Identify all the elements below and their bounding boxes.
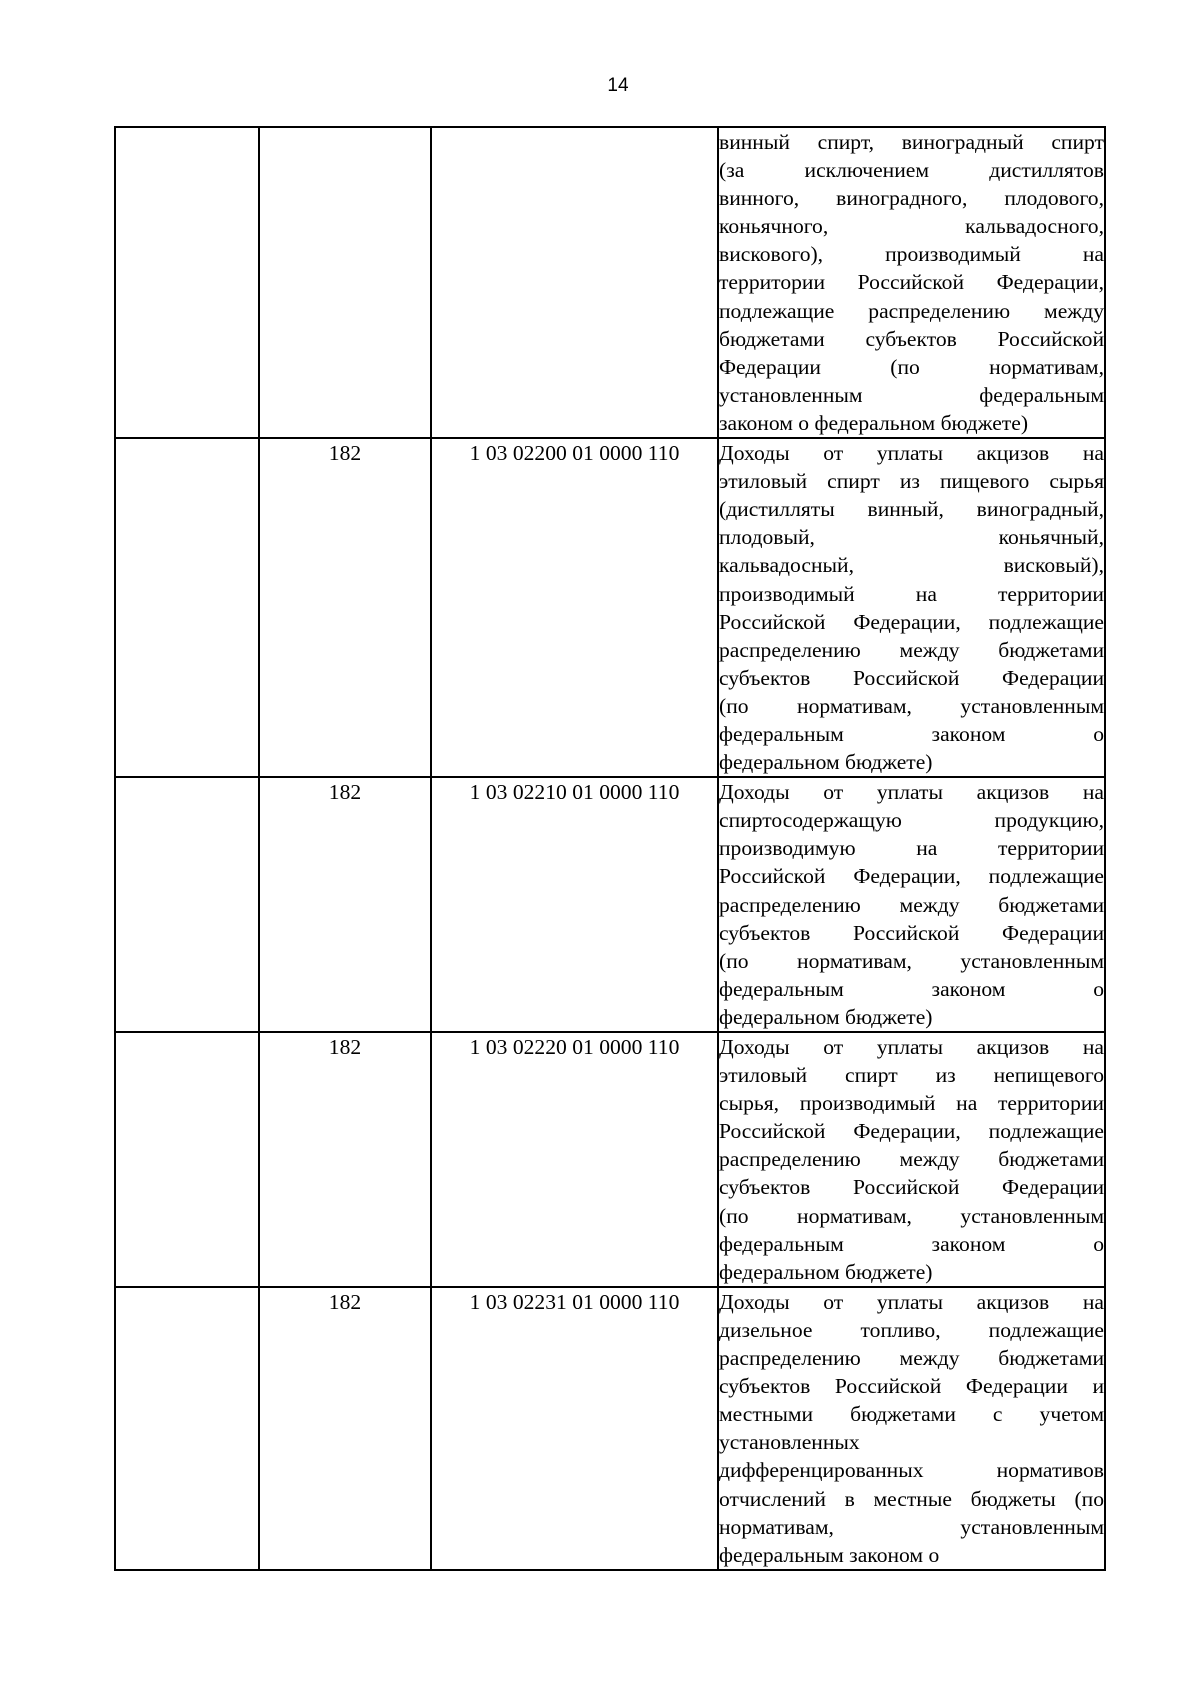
budget-classification-code-cell: 1 03 02200 01 0000 110 bbox=[431, 438, 718, 777]
description-line: субъектов Российской Федерации bbox=[719, 665, 1104, 690]
description-line: федеральном бюджете) bbox=[719, 1004, 933, 1029]
description-line: винный спирт, виноградный спирт bbox=[719, 130, 1104, 154]
table-row bbox=[115, 1287, 1105, 1570]
revenue-description-cell bbox=[718, 438, 1105, 777]
page-number: 14 bbox=[607, 75, 629, 96]
description-line: сырья, производимый на территории bbox=[719, 1091, 1104, 1116]
row-number-cell bbox=[115, 127, 259, 438]
description-line: субъектов Российской Федерации bbox=[719, 920, 1104, 945]
description-line: (по нормативам, установленным bbox=[719, 948, 1104, 973]
description-line: Доходы от уплаты акцизов на bbox=[719, 1289, 1104, 1314]
description-line: (дистилляты винный, виноградный, bbox=[719, 497, 1104, 522]
description-line: федеральном бюджете) bbox=[719, 750, 933, 775]
table-row bbox=[115, 777, 1105, 1032]
description-line: производимую на территории bbox=[719, 836, 1104, 861]
budget-classification-code-cell: 1 03 02210 01 0000 110 bbox=[431, 777, 718, 1032]
description-line: законом о федеральном бюджете) bbox=[719, 410, 1029, 435]
row-number-cell bbox=[115, 777, 259, 1032]
budget-classification-code-cell: 1 03 02220 01 0000 110 bbox=[431, 1032, 718, 1287]
description-line: субъектов Российской Федерации и bbox=[719, 1374, 1104, 1399]
description-line: Доходы от уплаты акцизов на bbox=[719, 441, 1104, 466]
description-line: установленных bbox=[719, 1430, 860, 1455]
row-number-cell bbox=[115, 1287, 259, 1570]
description-line: установленным федеральным bbox=[719, 382, 1104, 407]
table-row bbox=[115, 438, 1105, 777]
description-line: винного, виноградного, плодового, bbox=[719, 186, 1104, 211]
description-line: коньячного, кальвадосного, bbox=[719, 214, 1104, 239]
description-line: распределению между бюджетами bbox=[719, 637, 1104, 662]
description-line: отчислений в местные бюджеты (по bbox=[719, 1486, 1104, 1511]
description-line: этиловый спирт из пищевого сырья bbox=[719, 469, 1104, 494]
description-line: (за исключением дистиллятов bbox=[719, 158, 1104, 183]
description-line: бюджетами субъектов Российской bbox=[719, 326, 1104, 351]
description-line: вискового), производимый на bbox=[719, 242, 1104, 267]
row-number-cell bbox=[115, 1032, 259, 1287]
description-line: Российской Федерации, подлежащие bbox=[719, 609, 1104, 634]
description-line: субъектов Российской Федерации bbox=[719, 1175, 1104, 1200]
revenue-description-cell bbox=[718, 127, 1105, 438]
description-line: распределению между бюджетами bbox=[719, 1346, 1104, 1371]
administrator-code-cell: 182 bbox=[259, 777, 431, 1032]
description-line: Доходы от уплаты акцизов на bbox=[719, 1035, 1104, 1059]
revenue-description-cell bbox=[718, 1032, 1105, 1287]
description-line: территории Российской Федерации, bbox=[719, 270, 1104, 295]
description-line: федеральным законом о bbox=[719, 976, 1104, 1001]
description-line: дизельное топливо, подлежащие bbox=[719, 1317, 1104, 1342]
revenue-description-cell bbox=[718, 777, 1105, 1032]
budget-classification-code-cell bbox=[431, 127, 718, 438]
description-line: распределению между бюджетами bbox=[719, 892, 1104, 917]
description-line: федеральным законом о bbox=[719, 1231, 1104, 1256]
description-line: распределению между бюджетами bbox=[719, 1147, 1104, 1172]
description-line: нормативам, установленным bbox=[719, 1514, 1104, 1539]
description-line: дифференцированных нормативов bbox=[719, 1458, 1104, 1483]
description-line: (по нормативам, установленным bbox=[719, 1203, 1104, 1228]
revenue-classification-table bbox=[114, 126, 1106, 1571]
description-line: федеральным законом о bbox=[719, 721, 1104, 746]
administrator-code-cell bbox=[259, 127, 431, 438]
description-line: местными бюджетами с учетом bbox=[719, 1402, 1104, 1427]
budget-classification-code-cell: 1 03 02231 01 0000 110 bbox=[431, 1287, 718, 1570]
table-row bbox=[115, 127, 1105, 438]
description-line: федеральном бюджете) bbox=[719, 1259, 933, 1284]
administrator-code-cell: 182 bbox=[259, 1287, 431, 1570]
administrator-code-cell: 182 bbox=[259, 438, 431, 777]
description-line: Федерации (по нормативам, bbox=[719, 354, 1104, 379]
description-line: производимый на территории bbox=[719, 581, 1104, 606]
table-body bbox=[115, 127, 1105, 1570]
description-line: плодовый, коньячный, bbox=[719, 525, 1104, 550]
description-line: (по нормативам, установленным bbox=[719, 693, 1104, 718]
description-line: спиртосодержащую продукцию, bbox=[719, 808, 1104, 833]
description-line: Российской Федерации, подлежащие bbox=[719, 1119, 1104, 1144]
administrator-code-cell: 182 bbox=[259, 1032, 431, 1287]
revenue-description-cell bbox=[718, 1287, 1105, 1570]
description-line: федеральным законом о bbox=[719, 1542, 940, 1567]
description-line: Доходы от уплаты акцизов на bbox=[719, 780, 1104, 805]
description-line: Российской Федерации, подлежащие bbox=[719, 864, 1104, 889]
row-number-cell bbox=[115, 438, 259, 777]
description-line: кальвадосный, висковый), bbox=[719, 553, 1104, 578]
description-line: подлежащие распределению между bbox=[719, 298, 1104, 323]
table-row bbox=[115, 1032, 1105, 1287]
description-line: этиловый спирт из непищевого bbox=[719, 1063, 1104, 1088]
